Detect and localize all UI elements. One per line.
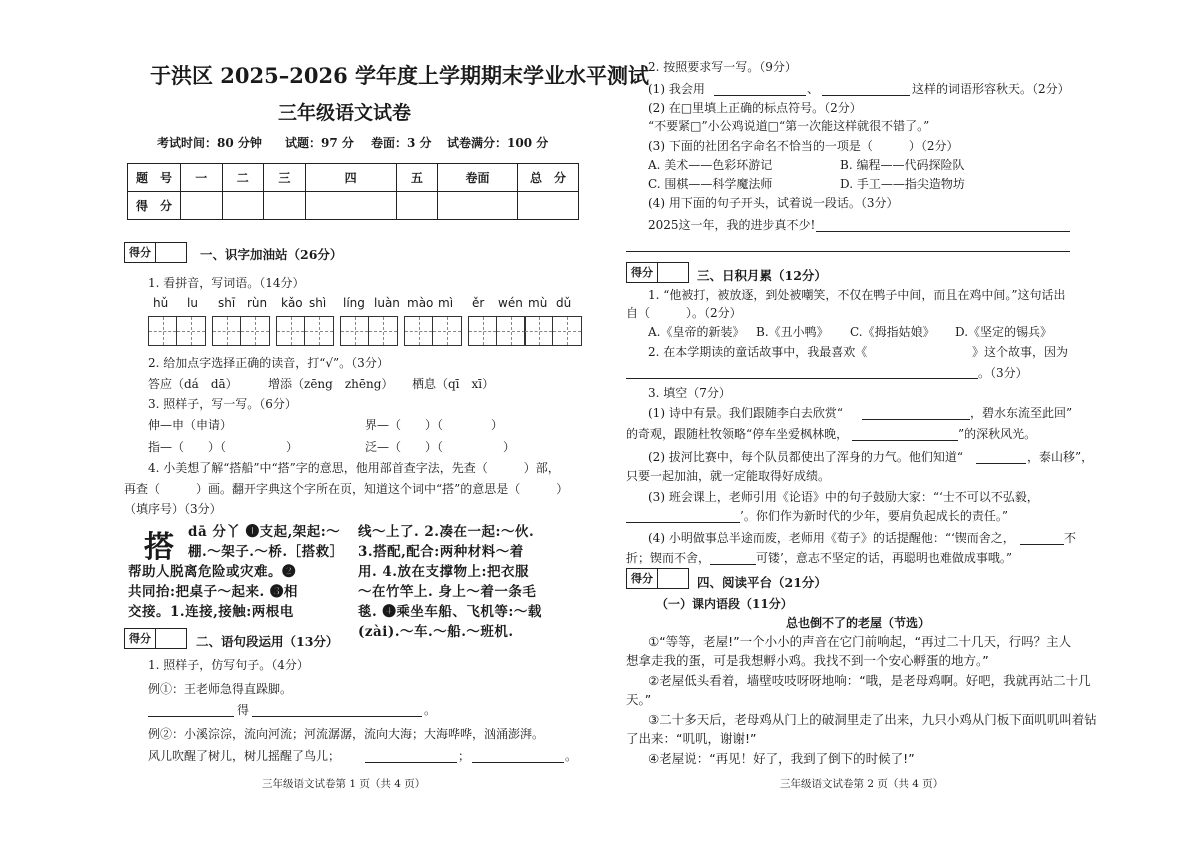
option-b: B. 编程——代码探险队 xyxy=(840,158,965,172)
s3-q3-1b: ，碧水东流至此回” xyxy=(970,406,1073,420)
q2-item-1: 答应（dá dā） xyxy=(148,377,238,391)
r-q2-2-sentence: “不要紧□”小公鸡说道□“第一次能这样就很不错了。” xyxy=(648,119,930,133)
s3-q1-line-1: 1. “他被打，被放逐，到处被嘲笑，不仅在鸭子中间，而且在鸡中间。”这句话出 xyxy=(648,288,1066,302)
score-row-label: 得 分 xyxy=(128,192,181,220)
dictionary-entry-line-9: ～在竹竿上. 身上～着一条毛 xyxy=(358,584,537,600)
passage-para-3a: ③二十多天后，老母鸡从门上的破洞里走了出来，九只小鸡从门板下面叽叽叫着钻 xyxy=(648,712,1097,727)
score-table xyxy=(127,163,579,220)
score-cell[interactable] xyxy=(305,192,396,220)
score-box-label: 得分 xyxy=(125,629,156,648)
s3-q3-prompt: 3. 填空（7分） xyxy=(648,386,731,400)
pinyin-3: shī xyxy=(218,296,236,310)
score-header: 一 xyxy=(181,164,223,192)
s3-option-c: C.《拇指姑娘》 xyxy=(850,325,935,339)
writing-grid-6[interactable] xyxy=(468,316,526,346)
score-header: 题 号 xyxy=(128,164,181,192)
section-2-title: 二、语句段运用（13分） xyxy=(196,634,339,649)
page-footer: 三年级语文试卷第 2 页（共 4 页） xyxy=(780,778,944,790)
pinyin-4: rùn xyxy=(247,296,268,310)
r-q2-1b: 、 xyxy=(807,82,820,96)
option-c: C. 围棋——科学魔法师 xyxy=(648,177,773,191)
score-cell[interactable] xyxy=(222,192,264,220)
dictionary-entry-line-7: 3.搭配,配合:两种材料～着 xyxy=(358,544,524,560)
s3-q3-1d: ”的深秋风光。 xyxy=(958,427,1037,441)
s3-q3-4b: 不 xyxy=(1064,531,1077,545)
pinyin-13: mù xyxy=(528,296,548,310)
s3-option-d: D.《坚定的锡兵》 xyxy=(955,325,1053,339)
answer-line[interactable] xyxy=(626,522,740,523)
s3-q2-line-1b: 》这个故事，因为 xyxy=(972,345,1069,359)
section-score-box xyxy=(124,242,187,263)
r-q2-4: (4) 用下面的句子开头，试着说一段话。（3分） xyxy=(648,196,899,210)
question-points: 试题：97 分 xyxy=(285,136,354,150)
q3-item-3: 指—（ ）（ ） xyxy=(148,440,299,454)
answer-line[interactable] xyxy=(816,231,1070,232)
score-cell[interactable] xyxy=(181,192,223,220)
section-score-box xyxy=(626,262,689,283)
r-q2-1a: (1) 我会用 xyxy=(648,82,705,96)
writing-grid-3[interactable] xyxy=(276,316,334,346)
exam-page-2 xyxy=(600,0,1200,848)
answer-line[interactable] xyxy=(862,419,970,420)
dictionary-entry-line-6: 线～上了. 2.凑在一起:～伙. xyxy=(358,524,535,540)
q3-item-4: 泛—（ ）（ ） xyxy=(365,440,516,454)
score-box-label: 得分 xyxy=(627,569,658,588)
section-3-title: 三、日积月累（12分） xyxy=(697,268,827,283)
pinyin-2: lu xyxy=(187,296,198,310)
pinyin-11: ěr xyxy=(472,296,485,310)
example-2: 例②：小溪淙淙，流向河流；河流潺潺，流向大海；大海哗哗，汹涌澎湃。 xyxy=(148,727,545,741)
writing-grid-5[interactable] xyxy=(404,316,462,346)
dictionary-entry-line-1: dā 分丫 ❶支起,架起:～ xyxy=(188,524,341,540)
score-header: 卷面 xyxy=(438,164,518,192)
neatness-points: 卷面：3 分 xyxy=(371,136,432,150)
passage-para-2a: ②老屋低头看着，墙壁吱吱呀呀地响：“哦，是老母鸡啊。好吧，我就再站二十几 xyxy=(648,673,1091,688)
dictionary-entry-line-10: 毯. ❹乘坐车船、飞机等:～载 xyxy=(358,604,542,620)
s3-q3-3b: ’。你们作为新时代的少年，要肩负起成长的责任。” xyxy=(740,509,1008,523)
exam-subtitle: 三年级语文试卷 xyxy=(278,102,412,124)
example-1: 例①：王老师急得直跺脚。 xyxy=(148,682,293,696)
passage-para-1a: ①“等等，老屋!”一个小小的声音在它门前响起，“再过二十几天，行吗？主人 xyxy=(648,634,1072,649)
pinyin-10: mì xyxy=(438,296,454,310)
r-q2-4-start: 2025这一年，我的进步真不少! xyxy=(648,218,816,232)
s3-q3-4a: (4) 小明做事总半途而废，老师用《荀子》的话提醒他：“‘锲而舍之， xyxy=(648,531,1015,545)
r-q2-prompt: 2. 按照要求写一写。（9分） xyxy=(648,60,797,74)
dictionary-entry-line-4: 共同抬:把桌子～起来. ❸相 xyxy=(128,584,298,600)
section-4-title: 四、阅读平台（21分） xyxy=(697,575,827,590)
writing-grid-4[interactable] xyxy=(340,316,398,346)
pinyin-8: luàn xyxy=(374,296,400,310)
dictionary-headword: 搭 xyxy=(144,530,174,565)
q3-item-1: 伸—申（申请） xyxy=(148,418,233,432)
dictionary-entry-line-5: 交接。1.连接,接触:两根电 xyxy=(128,604,294,620)
example-2-fill: 风儿吹醒了树儿，树儿摇醒了鸟儿； xyxy=(148,749,341,763)
q3-prompt: 3. 照样子，写一写。（6分） xyxy=(148,397,297,411)
answer-line[interactable] xyxy=(976,463,1026,464)
score-box-blank[interactable] xyxy=(658,569,688,588)
passage-para-3b: 了出来：“叽叽，谢谢!” xyxy=(626,731,757,746)
score-cell[interactable] xyxy=(264,192,306,220)
pinyin-12: wén xyxy=(498,296,523,310)
score-cell[interactable] xyxy=(438,192,518,220)
section-score-box xyxy=(626,568,689,589)
r-q2-3: (3) 下面的社团名字命名不恰当的一项是（ ）（2分） xyxy=(648,139,959,153)
writing-grid-7[interactable] xyxy=(524,316,582,346)
q3-item-2: 界—（ ）（ ） xyxy=(365,418,504,432)
s3-option-b: B.《丑小鸭》 xyxy=(756,325,829,339)
answer-line[interactable] xyxy=(626,378,978,379)
dictionary-entry-line-2: 棚.～架子.～桥.［搭救］ xyxy=(188,544,344,560)
s3-q3-2c: 只要一起加油，就一定能取得好成绩。 xyxy=(626,469,831,483)
dictionary-entry-line-8: 用. 4.放在支撑物上:把衣服 xyxy=(358,564,529,580)
passage-para-4: ④老屋说：“再见！好了，我到了倒下的时候了!” xyxy=(648,751,915,766)
pinyin-6: shì xyxy=(309,296,327,310)
s3-q2-line-1: 2. 在本学期读的童话故事中，我最喜欢《 xyxy=(648,345,868,359)
s3-q3-2b: ，泰山移”， xyxy=(1027,450,1094,464)
score-box-label: 得分 xyxy=(627,263,658,282)
q4-line-3: （填序号）（3分） xyxy=(124,502,222,516)
score-cell[interactable] xyxy=(396,192,438,220)
section-score-box xyxy=(124,628,187,649)
writing-grid-2[interactable] xyxy=(212,316,270,346)
subsection-1-title: （一）课内语段（11分） xyxy=(656,597,793,611)
s3-q3-4d: 可镂’，意志不坚定的话，再聪明也难做成事哦。” xyxy=(756,551,1012,565)
q4-line-1: 4. 小美想了解“搭船”中“搭”字的意思，他用部首查字法，先查（ ）部， xyxy=(148,461,560,475)
exam-time: 考试时间：80 分钟 xyxy=(157,136,262,150)
s3-q1-line-2: 自（ ）。（2分） xyxy=(626,306,742,320)
pinyin-5: kǎo xyxy=(281,296,303,310)
q1-prompt: 1. 看拼音，写词语。（14分） xyxy=(148,276,305,290)
option-d: D. 手工——指尖造物坊 xyxy=(840,177,965,191)
pinyin-14: dǔ xyxy=(556,296,572,310)
score-header: 二 xyxy=(222,164,264,192)
answer-line[interactable] xyxy=(472,762,564,763)
section-1-title: 一、识字加油站（26分） xyxy=(200,247,343,262)
score-header: 三 xyxy=(264,164,306,192)
s3-q3-2a: (2) 拔河比赛中，每个队员都使出了浑身的力气。他们知道“ xyxy=(648,450,963,464)
s2-q1-prompt: 1. 照样子，仿写句子。（4分） xyxy=(148,658,309,672)
answer-line[interactable] xyxy=(626,251,1070,252)
q2-item-2: 增添（zēng zhēng） xyxy=(268,377,394,391)
passage-para-1b: 想拿走我的蛋，可是我想孵小鸡。我找不到一个安心孵蛋的地方。” xyxy=(626,653,989,668)
answer-line[interactable] xyxy=(714,95,806,96)
r-q2-2: (2) 在□里填上正确的标点符号。（2分） xyxy=(648,101,862,115)
pinyin-1: hǔ xyxy=(153,296,169,310)
r-q2-1c: 这样的词语形容秋天。（2分） xyxy=(912,82,1070,96)
s3-q3-4c: 折；锲而不舍， xyxy=(626,551,711,565)
answer-line[interactable] xyxy=(365,762,457,763)
passage-title: 总也倒不了的老屋（节选） xyxy=(786,616,931,630)
score-header: 总 分 xyxy=(518,164,579,192)
period-mark: 。 xyxy=(424,703,437,717)
s3-q3-1c: 的奇观，跟随杜牧领略“停车坐爱枫林晚， xyxy=(626,427,849,441)
dictionary-entry-line-3: 帮助人脱离危险或灾难。❷ xyxy=(128,564,296,580)
dictionary-entry-line-11: (zài).～车.～船.～班机. xyxy=(358,624,514,640)
q4-line-2: 再查（ ）画。翻开字典这个字所在页，知道这个词中“搭”的意思是（ ） xyxy=(124,482,569,496)
score-cell[interactable] xyxy=(518,192,579,220)
passage-para-2b: 天。” xyxy=(626,692,652,707)
semicolon-mark: ； xyxy=(458,749,471,763)
total-points: 试卷满分：100 分 xyxy=(447,136,549,150)
answer-line[interactable] xyxy=(710,564,756,565)
example-1-fill: 得 xyxy=(237,703,250,717)
score-header: 四 xyxy=(305,164,396,192)
s3-q3-3a: (3) 班会课上，老师引用《论语》中的句子鼓励大家：“‘士不可以不弘毅， xyxy=(648,490,1039,504)
pinyin-7: líng xyxy=(343,296,365,310)
page-footer: 三年级语文试卷第 1 页（共 4 页） xyxy=(262,778,426,790)
score-box-blank[interactable] xyxy=(658,263,688,282)
writing-grid-1[interactable] xyxy=(148,316,206,346)
answer-line[interactable] xyxy=(148,716,234,717)
pinyin-9: mào xyxy=(407,296,434,310)
score-box-label: 得分 xyxy=(125,243,156,262)
q2-item-3: 栖息（qī xī） xyxy=(412,377,495,391)
q2-prompt: 2. 给加点字选择正确的读音，打“√”。（3分） xyxy=(148,356,389,370)
answer-line[interactable] xyxy=(252,716,422,717)
answer-line[interactable] xyxy=(822,95,910,96)
option-a: A. 美术——色彩环游记 xyxy=(648,158,773,172)
s3-q2-line-2: 。（3分） xyxy=(978,366,1028,380)
period-mark: 。 xyxy=(565,749,578,763)
score-box-blank[interactable] xyxy=(156,629,186,648)
answer-line[interactable] xyxy=(852,440,958,441)
score-header: 五 xyxy=(396,164,438,192)
s3-option-a: A.《皇帝的新装》 xyxy=(648,325,745,339)
score-box-blank[interactable] xyxy=(156,243,186,262)
s3-q3-1a: (1) 诗中有景。我们跟随李白去欣赏“ xyxy=(648,406,843,420)
answer-line[interactable] xyxy=(1020,544,1064,545)
exam-title: 于洪区 2025–2026 学年度上学期期末学业水平测试 xyxy=(150,63,650,88)
